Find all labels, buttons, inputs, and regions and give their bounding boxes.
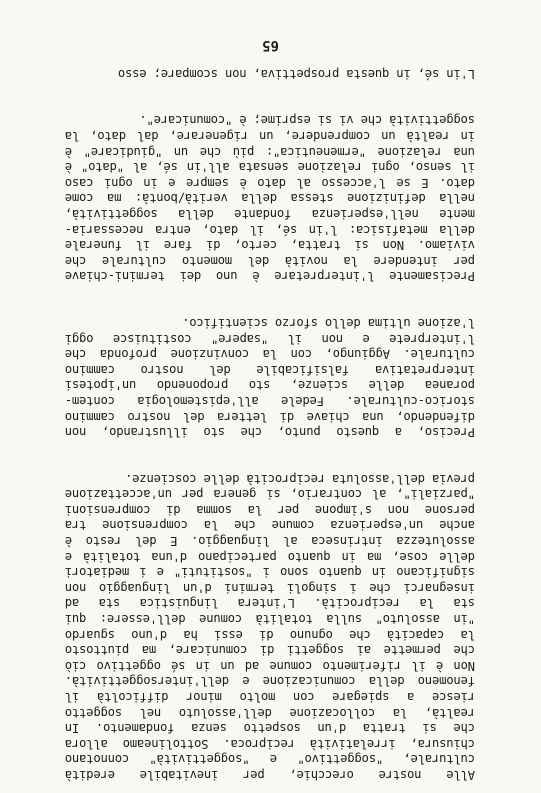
text-line: viviamo. Non si tratta, certo, di fare il funerale (65, 238, 475, 253)
text-line: "parziali", al contrario, si genera per un'accettazione (65, 487, 475, 502)
text-line: difendendo, una chiave di lettera del nostro cammino (65, 409, 475, 424)
text-line: una relazione "ermeneutica": più che un "giudicare" è (65, 144, 475, 159)
text-line: per intendere la novità del momento culturale che (65, 253, 475, 268)
text-line: persone non s'impone per la somma di comprensioni (65, 502, 475, 517)
text-line: sta la reciprocità. L'intera linguistica sta ad (65, 596, 475, 611)
text-line: previa dell'assoluta reciprocità delle coscienze. (125, 471, 475, 486)
text-line: interpretativa falsificabile del nostro cammino (65, 362, 475, 377)
text-line: che permette ai soggetti di comunicare, ma piuttosto (65, 643, 475, 658)
text-line: insegnarci che i singoli termini d'un linguaggio non (65, 580, 475, 595)
text-line: chiusura, irrelatività reciproca. Sottolineamo allora (65, 736, 475, 751)
text-line: culturale. Aggiungo, con la convinzione profonda che (65, 347, 475, 362)
text-line: nella definizione stessa della verità/bontà: ma come (65, 191, 475, 206)
text-line: in realtà un comprendere, un rigenerare, dal dato, la (65, 129, 475, 144)
page-number: 65 (262, 37, 279, 53)
paragraph-2 (65, 314, 475, 439)
text-line: assolutezza intrinseca al linguaggio. E del resto è (65, 534, 475, 549)
text-line: Non è il riferimento comune ad un in sé oggettivo ciò (65, 658, 475, 673)
paragraph-1 (65, 470, 475, 782)
text-line: l'azione ultima dello sforzo scientifico. (182, 315, 475, 330)
text-line: realtà, la collocazione dell'assoluto nel soggetto (65, 705, 475, 720)
text-line: la capacità che ognuno di essi ha d'uno sguardo (65, 627, 475, 642)
text-line: che si tratta d'un sospetto senza fondamento. In (65, 721, 475, 736)
text-line: riesce a spiegare con molto minor difficoltà il (65, 690, 475, 705)
text-block (65, 65, 475, 782)
text-line: Precisamente l'interpretare è uno dei termini-chiave (65, 269, 475, 284)
paragraph-3 (65, 112, 475, 284)
paragraph-gap (65, 439, 475, 470)
text-line: il senso, ogni relazione sensata all'in sé, al "dato" è (65, 160, 475, 175)
text-line: significano in quanto sono i "sostituti" e i mediatori (65, 565, 475, 580)
paragraph-gap (65, 283, 475, 314)
text-line: L'in sé, in questa prospettiva, non scompare; esso (118, 66, 475, 81)
text-line: anche un'esperienza comune che la comprensione tra (65, 518, 475, 533)
text-line: mente nell'esperienza fondante della soggettività, (65, 207, 475, 221)
text-line: culturale, "soggettivo" e "soggettività" connotano (65, 752, 475, 767)
paragraph-gap (65, 81, 475, 112)
text-line: delle cose, ma in quanto partecipano d'una totalità e (65, 549, 475, 564)
text-line: storico-culturale. Fedele all'epistemologia contem- (65, 393, 475, 408)
text-line: dato. E se l'accesso al dato è sempre e in ogni caso (65, 175, 475, 190)
text-line: fenomeno della comunicazione e dell'intersoggettività. (65, 674, 475, 689)
text-line: poranea delle scienze, sto proponendo un'ipotesi (65, 378, 475, 393)
text-line: Alle nostre orecchie, per inevitabile eredità (65, 768, 475, 782)
text-line: "in assoluto" sulla totalità comune dell'essere: qui (65, 612, 475, 627)
text-line: soggettività che vi si esprime; è "comunicare". (139, 113, 475, 128)
paragraph-4 (65, 65, 475, 81)
text-line: della metafisica: l'in sé, il dato, entra necessaria- (65, 222, 475, 237)
text-line: l'interprete e non il "sapere" costituisce oggi (65, 331, 475, 346)
text-line: Preciso, a questo punto, che sto illustrando, non (65, 425, 475, 440)
